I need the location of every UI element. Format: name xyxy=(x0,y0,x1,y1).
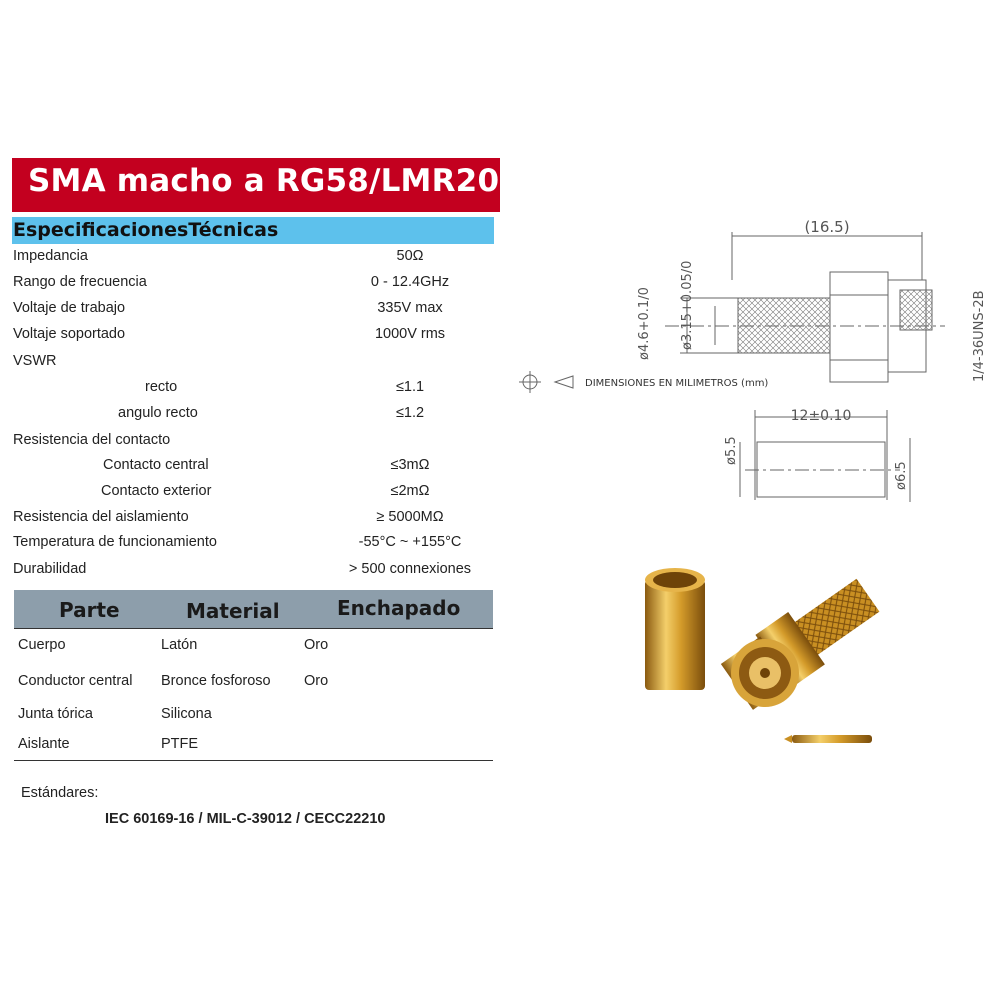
spec-label: Contacto exterior xyxy=(101,483,212,499)
ferrule-length: 12±0.10 xyxy=(790,408,852,424)
product-photo xyxy=(610,555,910,765)
spec-label: Impedancia xyxy=(13,248,88,264)
spec-row xyxy=(0,534,500,558)
dim-outer: ø4.6+0.1/0 xyxy=(637,287,652,360)
spec-label: Resistencia del contacto xyxy=(13,432,171,448)
spec-label: recto xyxy=(145,379,178,395)
technical-drawing xyxy=(515,210,995,510)
part-cell: Conductor central xyxy=(18,673,133,689)
ferrule-inner: ø5.5 xyxy=(724,436,739,465)
header-parte: Parte xyxy=(59,598,120,622)
spec-value: > 500 connexiones xyxy=(348,561,472,577)
spec-value: 50Ω xyxy=(396,248,424,264)
spec-row xyxy=(0,561,500,585)
material-cell: Bronce fosforoso xyxy=(161,673,271,689)
spec-row xyxy=(0,300,500,324)
product-title: SMA macho a RG58/LMR200 xyxy=(28,163,521,199)
part-cell: Cuerpo xyxy=(18,637,66,653)
dim-length: (16.5) xyxy=(804,218,850,236)
spec-label: Voltaje de trabajo xyxy=(13,300,126,316)
spec-row xyxy=(0,483,500,507)
materials-bottom-divider xyxy=(14,760,493,761)
spec-row xyxy=(0,353,500,377)
materials-header-divider xyxy=(14,628,493,629)
material-cell: Latón xyxy=(161,637,198,653)
spec-row xyxy=(0,326,500,350)
spec-value: ≤2mΩ xyxy=(390,483,430,499)
spec-label: VSWR xyxy=(13,353,57,369)
plating-cell: Oro xyxy=(304,673,329,689)
header-material: Material xyxy=(186,599,280,623)
spec-label: Temperatura de funcionamiento xyxy=(13,534,217,550)
part-cell: Junta tórica xyxy=(18,706,93,722)
spec-row xyxy=(0,248,500,272)
spec-row xyxy=(0,379,500,403)
spec-value: 0 - 12.4GHz xyxy=(370,274,450,290)
spec-label: Voltaje soportado xyxy=(13,326,126,342)
spec-value: ≤1.1 xyxy=(395,379,425,395)
material-cell: Silicona xyxy=(161,706,212,722)
spec-value: ≤3mΩ xyxy=(390,457,430,473)
spec-value: -55°C ~ +155°C xyxy=(358,534,462,550)
units-note: DIMENSIONES EN MILIMETROS (mm) xyxy=(585,378,769,389)
spec-value: ≤1.2 xyxy=(395,405,425,421)
spec-row xyxy=(0,509,500,533)
spec-row xyxy=(0,432,500,456)
spec-label: angulo recto xyxy=(118,405,198,421)
spec-label: Resistencia del aislamiento xyxy=(13,509,189,525)
dim-inner: ø3.15+0.05/0 xyxy=(680,260,695,350)
spec-value: 1000V rms xyxy=(374,326,446,342)
plating-cell: Oro xyxy=(304,637,329,653)
material-cell: PTFE xyxy=(161,736,199,752)
spec-label: Rango de frecuencia xyxy=(13,274,147,290)
ferrule-image xyxy=(645,568,705,690)
spec-heading: EspecificacionesTécnicas xyxy=(13,219,279,241)
spec-value: ≥ 5000MΩ xyxy=(376,509,444,525)
center-pin-image xyxy=(784,735,872,743)
spec-value: 335V max xyxy=(377,300,443,316)
part-cell: Aislante xyxy=(18,736,70,752)
standards-value: IEC 60169-16 / MIL-C-39012 / CECC22210 xyxy=(105,811,386,827)
header-enchapado: Enchapado xyxy=(337,596,461,620)
spec-label: Durabilidad xyxy=(13,561,87,577)
spec-row xyxy=(0,274,500,298)
thread-spec: 1/4-36UNS-2B xyxy=(972,290,987,382)
standards-label: Estándares: xyxy=(21,785,99,801)
spec-label: Contacto central xyxy=(103,457,209,473)
spec-row xyxy=(0,457,500,481)
spec-row xyxy=(0,405,500,429)
ferrule-outer: ø6.5 xyxy=(894,461,909,490)
